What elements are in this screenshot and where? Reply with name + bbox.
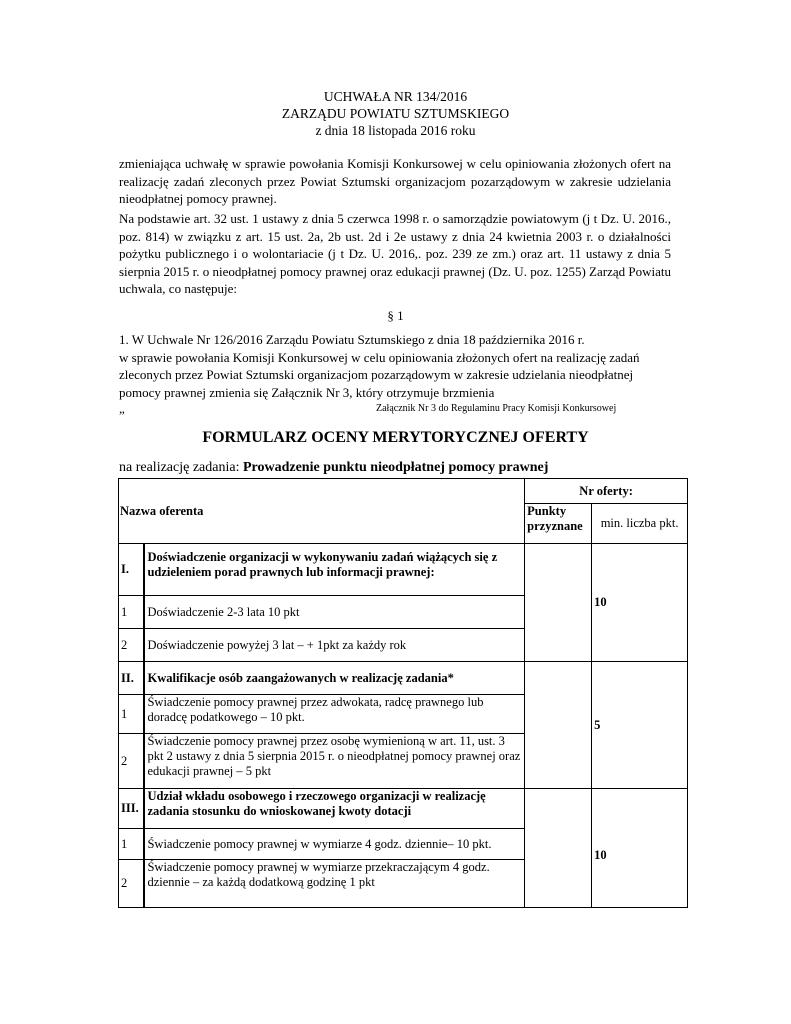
section-mark: § 1 [387, 308, 404, 323]
legal-basis-paragraph: Na podstawie art. 32 ust. 1 ustawy z dnia 5 czerwca 1998 r. o samorządzie powiatowym (j t Dz. U. 2016., poz. 814) w związku z art. 15 ust. 2a, 2b ust. 2d i 2e ustawy z dnia 24 kwietnia 2003 r. o działalności pożytku publicznego i o wolontariacie (j t Dz. U. 2016,. poz. 239 ze zm.) oraz art. 11 ustawy z dnia 5 sierpnia 2015 r. o nieodpłatnej pomocy prawnej oraz edukacji prawnej (Dz. U. poz. 1255) Zarząd Powiatu uchwala, co następuje: [119, 211, 671, 296]
section-1-number: I. [119, 544, 145, 596]
task-name: Prowadzenie punktu nieodpłatnej pomocy prawnej [242, 460, 549, 475]
section-1-points-cell[interactable] [525, 544, 592, 662]
section-2-item-2-text: Świadczenie pomocy prawnej przez osobę wymienioną w art. 11, ust. 3 pkt 2 ustawy z dnia 5 sierpnia 2015 r. o nieodpłatnej pomocy prawnej oraz edukacji prawnej – 5 pkt [144, 734, 524, 789]
section-2-number: II. [119, 662, 145, 695]
point-1-line-2: w sprawie powołania Komisji Konkursowej w celu opiniowania złożonych ofert na realizację zadań [119, 350, 640, 365]
section-2-points-cell[interactable] [525, 662, 592, 789]
point-1-line-3: zleconych przez Powiat Sztumski organizacjom pozarządowym w zakresie udzielania nieodpłatnej [119, 367, 634, 382]
section-2-title: Kwalifikacje osób zaangażowanych w realizację zadania* [144, 662, 524, 695]
quote-mark: „ [119, 401, 125, 416]
section-1-min-points: 10 [592, 544, 688, 662]
section-2-row [119, 662, 688, 695]
section-3-item-1-text: Świadczenie pomocy prawnej w wymiarze 4 godz. dziennie– 10 pkt. [144, 829, 524, 860]
task-prefix: na realizację zadania: [119, 460, 243, 475]
section-1-item-1-number: 1 [119, 596, 145, 629]
section-3-item-2-number: 2 [119, 860, 145, 908]
section-3-item-1-number: 1 [119, 829, 145, 860]
point-1-line-1 [119, 331, 585, 349]
section-1-row [119, 544, 688, 596]
task-line [119, 460, 548, 476]
section-3-min-points: 10 [592, 789, 688, 908]
resolution-date: z dnia 18 listopada 2016 roku [315, 123, 476, 138]
section-3-row [119, 789, 688, 829]
evaluation-table [118, 478, 688, 908]
section-3-item-2-text: Świadczenie pomocy prawnej w wymiarze przekraczającym 4 godz. dziennie – za każdą dodatkową godzinę 1 pkt [144, 860, 524, 908]
section-2-item-2-number: 2 [119, 734, 145, 789]
section-1-item-2-text: Doświadczenie powyżej 3 lat – + 1pkt za każdy rok [144, 629, 524, 662]
section-2-item-1-number: 1 [119, 695, 145, 734]
point-1-line-4: pomocy prawnej zmienia się Załącznik Nr 3, który otrzymuje brzmienia [119, 385, 495, 400]
table-header-row [119, 479, 688, 504]
section-2-min-points: 5 [592, 662, 688, 789]
offerer-name-label: Nazwa oferenta [119, 479, 525, 544]
intro-paragraph: zmieniająca uchwałę w sprawie powołania Komisji Konkursowej w celu opiniowania złożonych ofert na realizację zadań zleconych przez Powiat Sztumski organizacjom pozarządowym w zakresie udzielania nieodpłatnej pomocy prawnej. [119, 156, 671, 206]
resolution-number: UCHWAŁA NR 134/2016 [323, 89, 468, 104]
issuing-body: ZARZĄDU POWIATU SZTUMSKIEGO [281, 106, 510, 121]
offer-number-label: Nr oferty: [525, 479, 688, 504]
min-points-label: min. liczba pkt. [592, 504, 688, 544]
attachment-note: Załącznik Nr 3 do Regulaminu Pracy Komisji Konkursowej [376, 403, 617, 414]
section-3-title: Udział wkładu osobowego i rzeczowego organizacji w realizację zadania stosunku do wnioskowanej kwoty dotacji [144, 789, 524, 829]
point-1-line-1-rest: Uchwale Nr 126/2016 Zarządu Powiatu Sztumskiego z dnia 18 października 2016 r. [143, 332, 585, 347]
section-3-points-cell[interactable] [525, 789, 592, 908]
section-3-number: III. [119, 789, 145, 829]
form-title: FORMULARZ OCENY MERYTORYCZNEJ OFERTY [202, 429, 589, 446]
section-1-item-2-number: 2 [119, 629, 145, 662]
section-1-item-1-text: Doświadczenie 2-3 lata 10 pkt [144, 596, 524, 629]
point-1-lead: 1. W [119, 332, 144, 347]
section-1-title: Doświadczenie organizacji w wykonywaniu zadań wiążących się z udzieleniem porad prawnych lub informacji prawnej: [144, 544, 524, 596]
section-2-item-1-text: Świadczenie pomocy prawnej przez adwokata, radcę prawnego lub doradcę podatkowego – 10 pkt. [144, 695, 524, 734]
points-awarded-label: Punkty przyznane [525, 504, 592, 544]
